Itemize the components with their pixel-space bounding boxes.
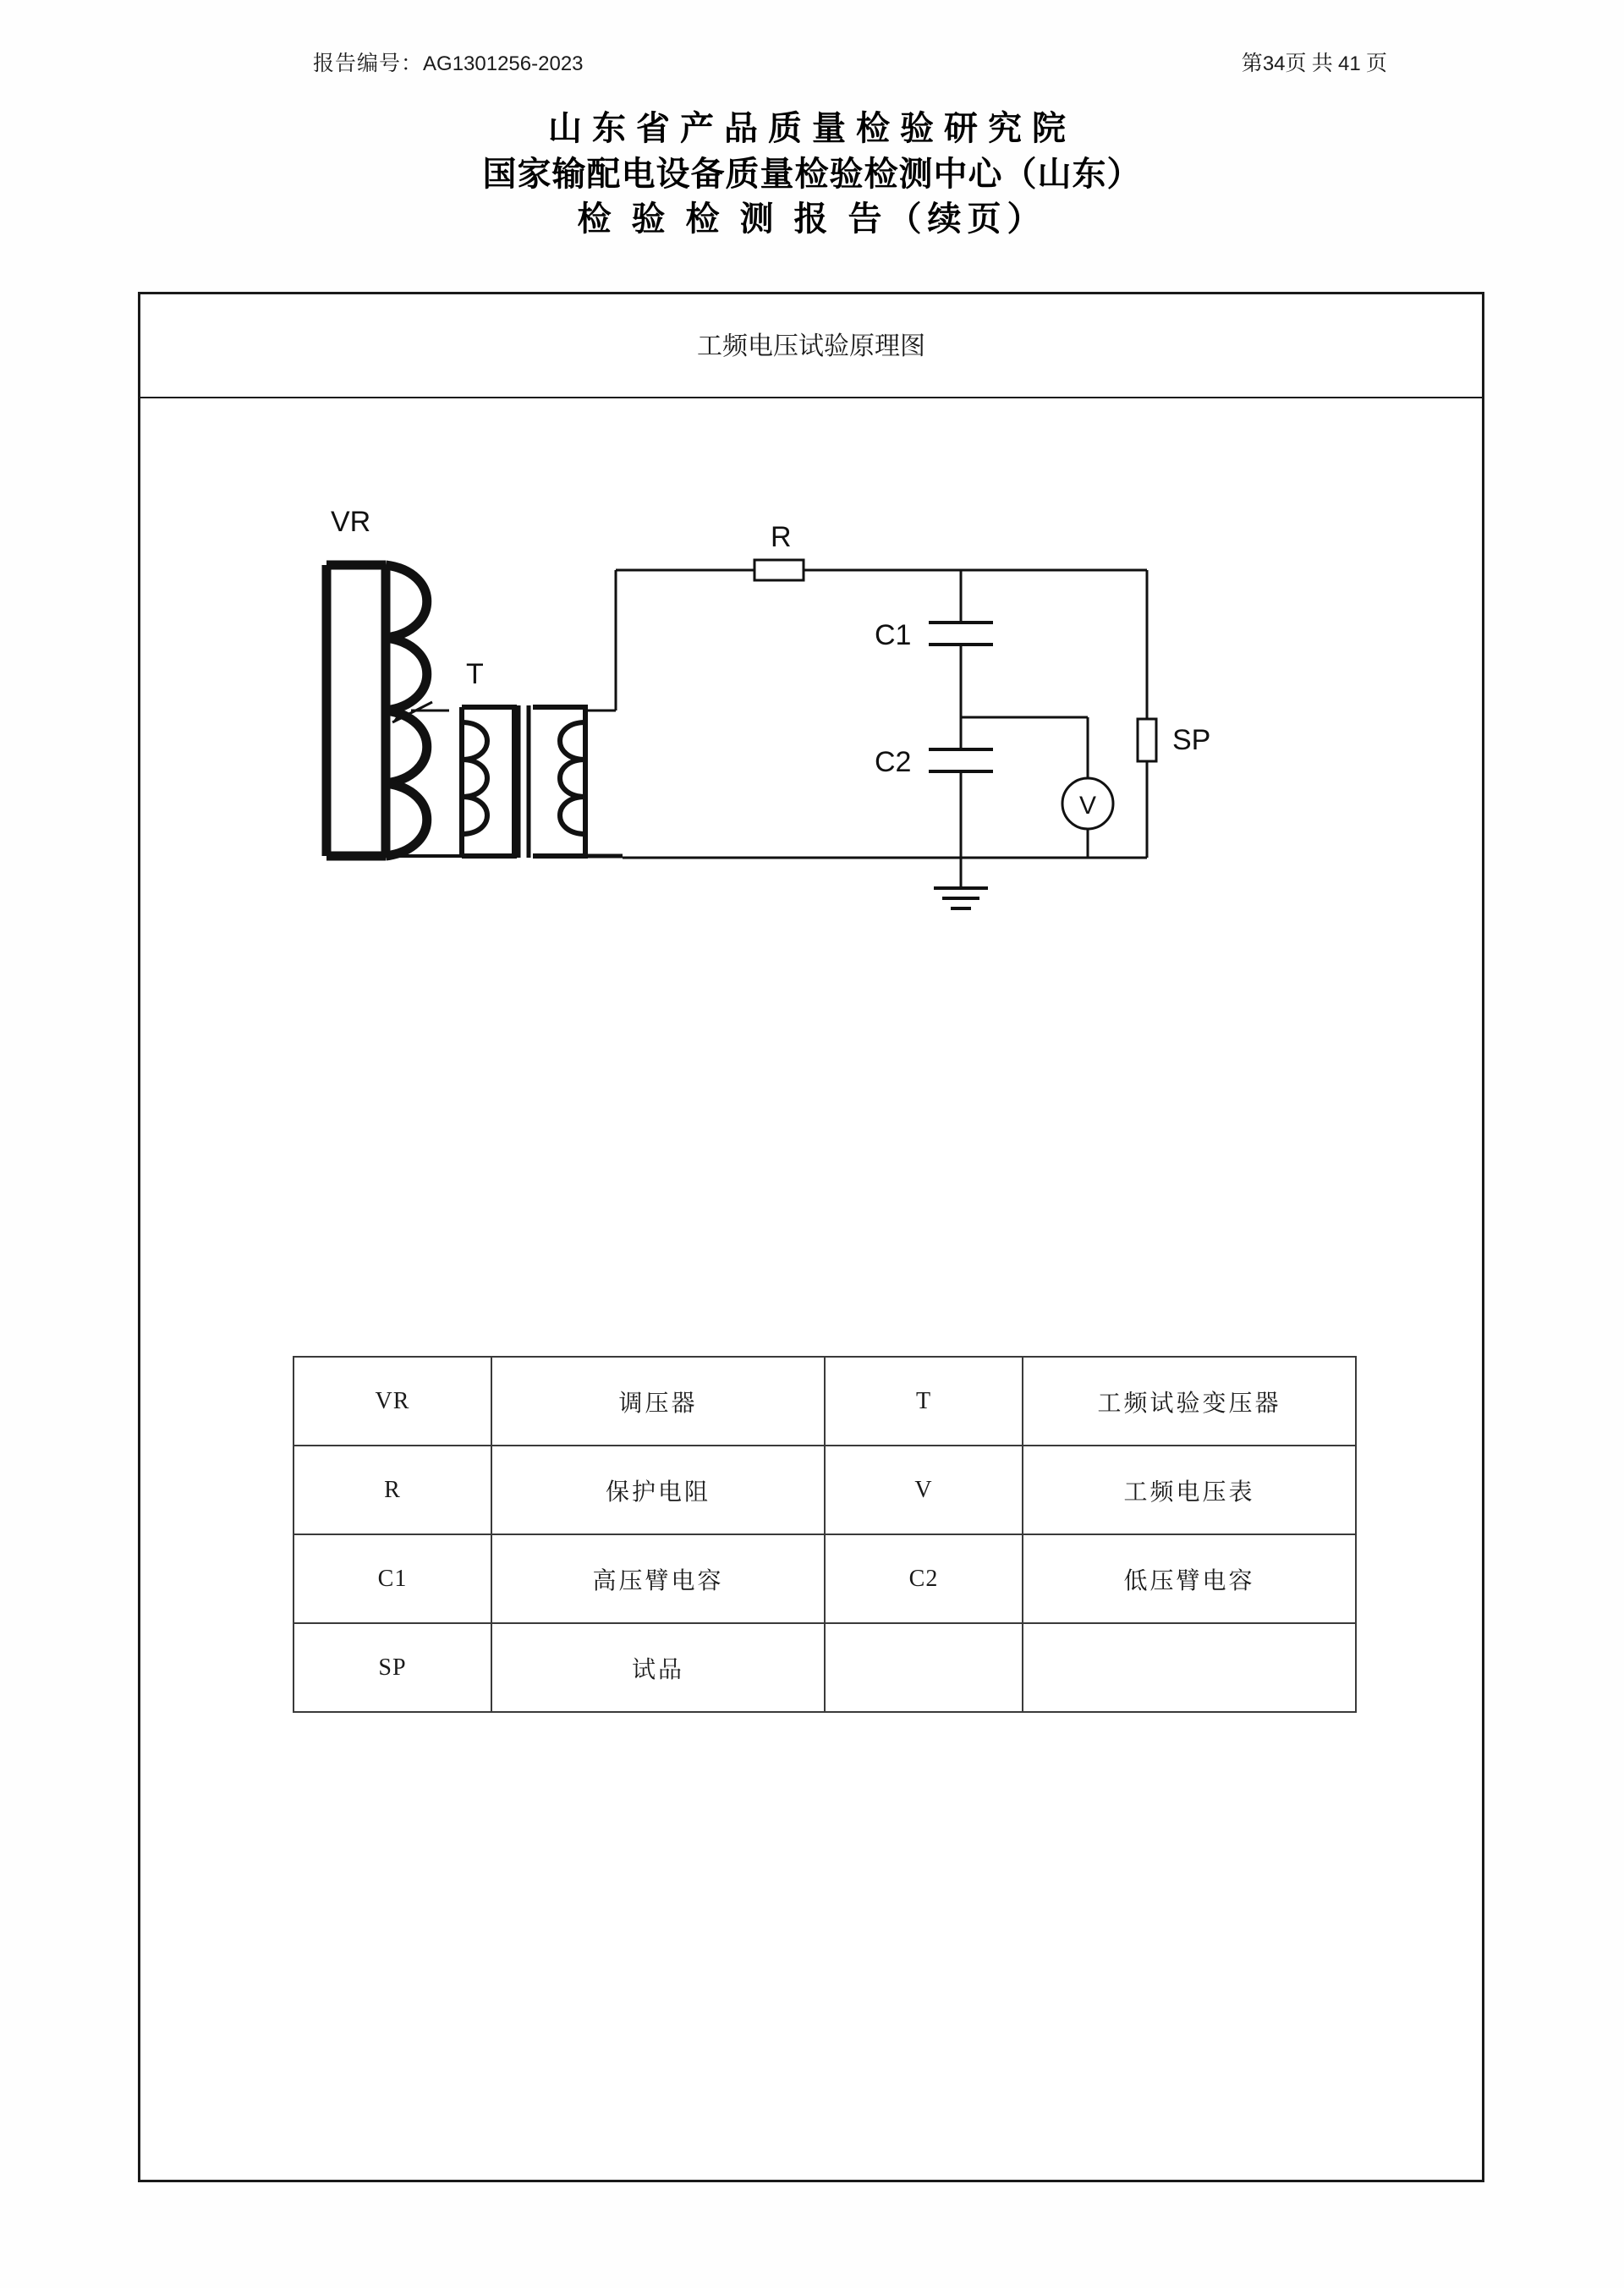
report-number-label: 报告编号： — [313, 52, 424, 75]
label-t: T — [466, 658, 484, 690]
title-line-center: 国家输配电设备质量检验检测中心（山东） — [482, 154, 1142, 193]
legend-symbol: C2 — [825, 1534, 1023, 1623]
figure-caption: 工频电压试验原理图 — [140, 294, 1482, 398]
page-prefix: 第 — [1241, 52, 1263, 75]
page-header — [313, 47, 1387, 77]
page-total: 41 — [1338, 52, 1361, 75]
title-line-report: 检 验 检 测 报 告（续页） — [577, 200, 1047, 239]
legend-symbol: SP — [294, 1623, 491, 1712]
page-mid: 页 共 — [1285, 52, 1333, 75]
table-row — [294, 1446, 1356, 1534]
legend-symbol: C1 — [294, 1534, 491, 1623]
content-frame — [138, 292, 1484, 2182]
circuit-diagram — [293, 506, 1418, 1233]
voltmeter-label: V — [1078, 792, 1097, 820]
label-r: R — [771, 521, 792, 553]
page-number — [1242, 47, 1387, 77]
label-c2: C2 — [875, 746, 912, 778]
table-row — [294, 1357, 1356, 1446]
table-row — [294, 1623, 1356, 1712]
legend-description: 低压臂电容 — [1023, 1534, 1356, 1623]
legend-description: 高压臂电容 — [491, 1534, 825, 1623]
table-row — [294, 1534, 1356, 1623]
legend-description: 试品 — [491, 1623, 825, 1712]
legend-symbol: V — [825, 1446, 1023, 1534]
report-number — [313, 47, 584, 77]
legend-symbol: R — [294, 1446, 491, 1534]
label-sp: SP — [1172, 724, 1211, 756]
title-line-institute: 山东省产品质量检验研究院 — [548, 109, 1076, 147]
report-number-value: AG1301256-2023 — [423, 52, 584, 75]
label-vr: VR — [331, 506, 371, 538]
page-current: 34 — [1262, 52, 1286, 75]
label-c1: C1 — [875, 619, 912, 651]
legend-description: 调压器 — [491, 1357, 825, 1446]
legend-description: 保护电阻 — [491, 1446, 825, 1534]
legend-symbol: T — [825, 1357, 1023, 1446]
page-suffix: 页 — [1365, 52, 1387, 75]
legend-symbol: VR — [294, 1357, 491, 1446]
legend-description: 工频试验变压器 — [1023, 1357, 1356, 1446]
legend-symbol-empty — [825, 1623, 1023, 1712]
legend-description: 工频电压表 — [1023, 1446, 1356, 1534]
legend-table — [293, 1356, 1357, 1713]
document-title — [0, 106, 1624, 242]
legend-description-empty — [1023, 1623, 1356, 1712]
